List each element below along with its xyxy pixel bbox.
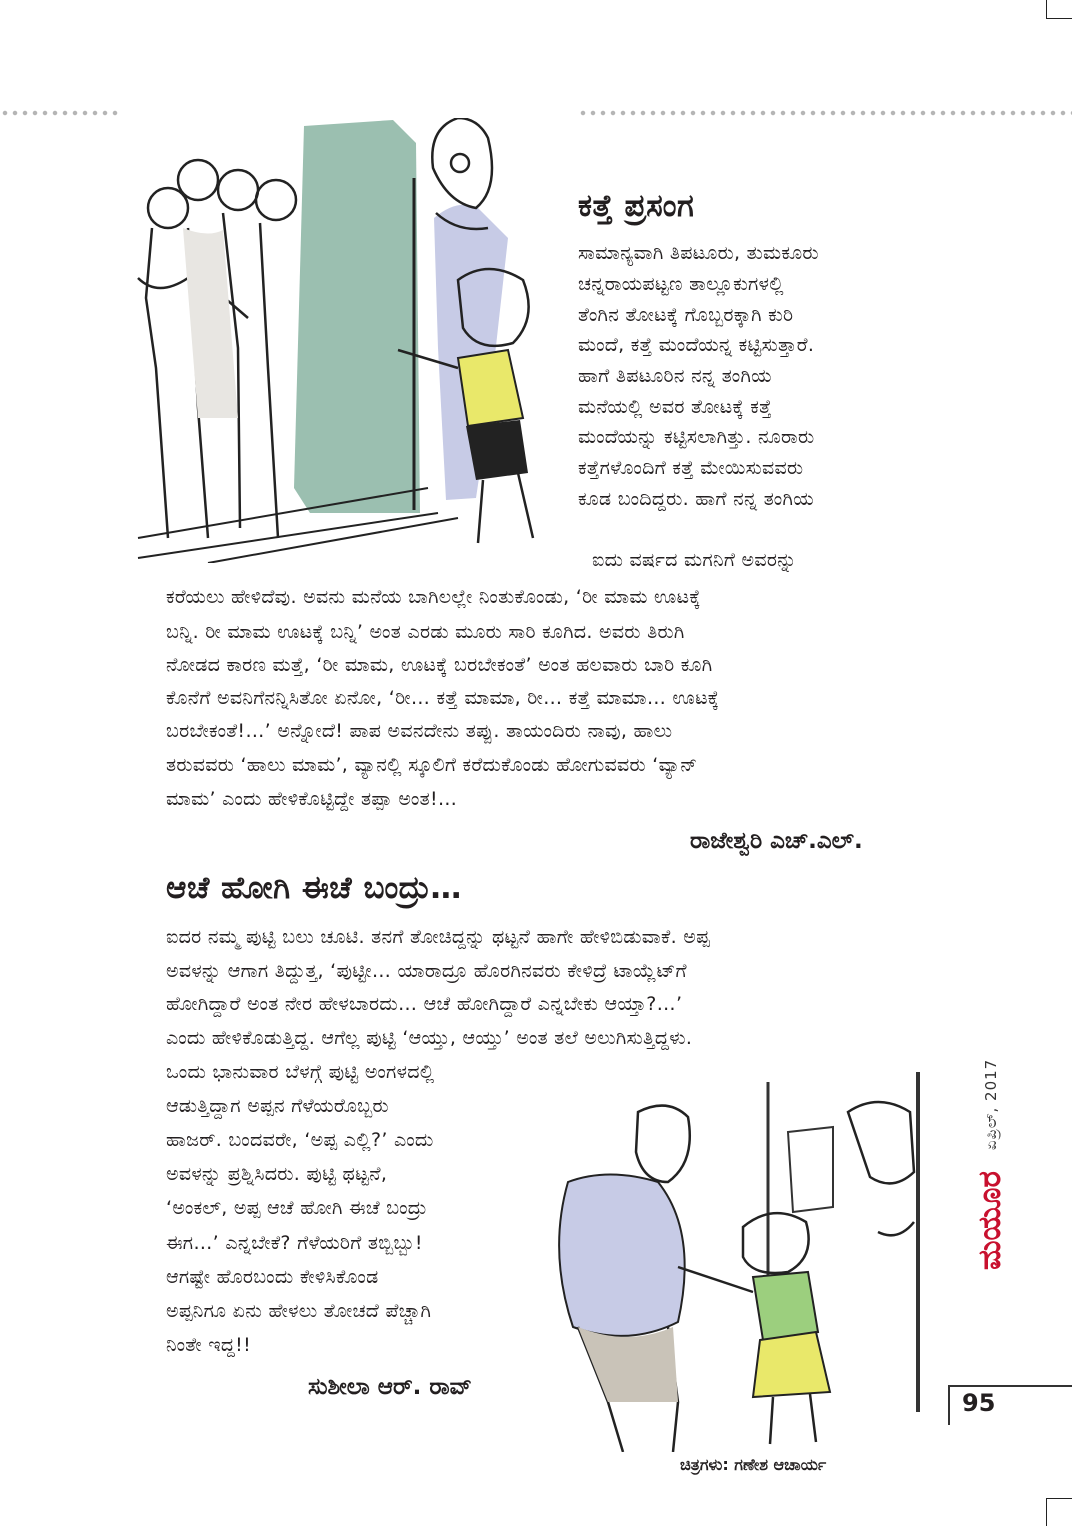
story1-title: ಕತ್ತೆ ಪ್ರಸಂಗ [578,188,695,224]
story2-line: ಆಗಷ್ಟೇ ಹೊರಬಂದು ಕೇಳಿಸಿಕೊಂಡ [166,1266,379,1288]
story1-line: ಚನ್ನರಾಯಪಟ್ಟಣ ತಾಲ್ಲೂಕುಗಳಲ್ಲಿ [578,273,784,295]
issue-date: ಏಪ್ರಿಲ್, 2017 [981,1058,1000,1151]
story2-line: ‘ಅಂಕಲ್, ಅಪ್ಪ ಆಚೆ ಹೋಗಿ ಈಚೆ ಬಂದ್ರು [166,1197,428,1219]
folio-divider [948,1385,950,1425]
story2-line: ಆಡುತ್ತಿದ್ದಾಗ ಅಪ್ಪನ ಗೆಳೆಯರೊಬ್ಬರು [166,1095,389,1117]
story1-line: ತೆಂಗಿನ ತೋಟಕ್ಕೆ ಗೊಬ್ಬರಕ್ಕಾಗಿ ಕುರಿ [578,304,794,326]
story1-line: ತರುವವರು ‘ಹಾಲು ಮಾಮ’, ವ್ಯಾನಲ್ಲಿ ಸ್ಕೂಲಿಗೆ ಕರೆದುಕೊಂಡು ಹೋಗುವವರು ‘ವ್ಯಾನ್ [166,754,698,776]
story1-line: ಮನೆಯಲ್ಲಿ ಅವರ ತೋಟಕ್ಕೆ ಕತ್ತೆ [578,396,772,418]
dotted-rule-left [0,110,122,116]
story1-line: ಮಾಮ’ ಎಂದು ಹೇಳಿಕೊಟ್ಟಿದ್ದೇ ತಪ್ಪಾ ಅಂತ!… [166,788,458,810]
story1-line: ಹಾಗೆ ತಿಪಟೂರಿನ ನನ್ನ ತಂಗಿಯ [578,365,772,387]
dotted-rule-right [578,110,1072,116]
story2-title: ಆಚೆ ಹೋಗಿ ಈಚೆ ಬಂದ್ರು… [166,870,462,906]
story1-line: ನೋಡದ ಕಾರಣ ಮತ್ತೆ, ‘ರೀ ಮಾಮ, ಊಟಕ್ಕೆ ಬರಬೇಕಂತೆ’ ಅಂತ ಹಲವಾರು ಬಾರಿ ಕೂಗಿ [166,654,713,676]
crop-mark-bottom-right [1046,1498,1072,1526]
folio-rule [948,1385,1072,1387]
story2-line: ಅಪ್ಪನಿಗೂ ಏನು ಹೇಳಲು ತೋಚದೆ ಪೆಚ್ಚಾಗಿ [166,1300,432,1322]
story1-line: ಬನ್ನಿ. ರೀ ಮಾಮ ಊಟಕ್ಕೆ ಬನ್ನಿ’ ಅಂತ ಎರಡು ಮೂರು ಸಾರಿ ಕೂಗಿದ. ಅವರು ತಿರುಗಿ [166,621,685,643]
story1-line: ಕೊನೆಗೆ ಅವನಿಗೆನನ್ನಿಸಿತೋ ಏನೋ, ‘ರೀ… ಕತ್ತೆ ಮಾಮಾ, ರೀ… ಕತ್ತೆ ಮಾಮಾ… ಊಟಕ್ಕೆ [166,687,720,709]
story2-line: ಅವಳನ್ನು ಪ್ರಶ್ನಿಸಿದರು. ಪುಟ್ಟಿ ಥಟ್ಟನೆ, [166,1163,388,1185]
story1-line: ಕೂಡ ಬಂದಿದ್ದರು. ಹಾಗೆ ನನ್ನ ತಂಗಿಯ [578,488,814,510]
story1-line: ಕತ್ತೆಗಳೊಂದಿಗೆ ಕತ್ತೆ ಮೇಯಿಸುವವರು [578,457,804,479]
illustration-donkey-story [128,118,558,563]
story1-line: ಮಂದೆಯನ್ನು ಕಟ್ಟಿಸಲಾಗಿತ್ತು. ನೂರಾರು [578,426,815,448]
story2-line: ಒಂದು ಭಾನುವಾರ ಬೆಳಗ್ಗೆ ಪುಟ್ಟಿ ಅಂಗಳದಲ್ಲಿ [166,1061,435,1083]
page-number: 95 [962,1389,996,1417]
story2-line: ಈಗ…’ ಎನ್ನಬೇಕೆ? ಗೆಳೆಯರಿಗೆ ತಬ್ಬಿಬ್ಬು! [166,1232,423,1254]
story2-line: ಹೋಗಿದ್ದಾರೆ ಅಂತ ನೇರ ಹೇಳಬಾರದು… ಆಚೆ ಹೋಗಿದ್ದಾರೆ ಎನ್ನಬೇಕು ಆಯ್ತಾ?…’ [166,993,683,1015]
story1-author: ರಾಜೇಶ್ವರಿ ಎಚ್.ಎಲ್. [690,828,863,854]
story1-line: ಐದು ವರ್ಷದ ಮಗನಿಗೆ ಅವರನ್ನು [592,549,797,571]
story2-line: ಐದರ ನಮ್ಮ ಪುಟ್ಟಿ ಬಲು ಚೂಟಿ. ತನಗೆ ತೋಚಿದ್ದನ್ನು ಥಟ್ಟನೆ ಹಾಗೇ ಹೇಳಿಬಿಡುವಾಕೆ. ಅಪ್ಪ [166,926,711,948]
magazine-side-banner [972,1030,1008,1270]
story1-line: ಕರೆಯಲು ಹೇಳಿದೆವು. ಅವನು ಮನೆಯ ಬಾಗಿಲಲ್ಲೇ ನಿಂತುಕೊಂಡು, ‘ರೀ ಮಾಮ ಊಟಕ್ಕೆ [166,586,701,608]
story1-line: ಸಾಮಾನ್ಯವಾಗಿ ತಿಪಟೂರು, ತುಮಕೂರು [578,242,819,264]
story2-line: ಎಂದು ಹೇಳಿಕೊಡುತ್ತಿದ್ದ. ಆಗೆಲ್ಲ ಪುಟ್ಟಿ ‘ಆಯ್ತು, ಆಯ್ತು’ ಅಂತ ತಲೆ ಅಲುಗಿಸುತ್ತಿದ್ದಳು. [166,1027,693,1049]
story2-author: ಸುಶೀಲಾ ಆರ್. ರಾವ್ [308,1374,472,1400]
illustration-credit: ಚಿತ್ರಗಳು: ಗಣೇಶ ಆಚಾರ್ಯ [680,1455,827,1474]
story1-line: ಬರಬೇಕಂತೆ!…’ ಅನ್ನೋದೆ! ಪಾಪ ಅವನದೇನು ತಪ್ಪು. ತಾಯಂದಿರು ನಾವು, ಹಾಲು [166,720,673,742]
story2-line: ನಿಂತೇ ಇದ್ದ!! [166,1334,252,1356]
story2-line: ಅವಳನ್ನು ಆಗಾಗ ತಿದ್ದುತ್ತ, ‘ಪುಟ್ಟೀ… ಯಾರಾದ್ರೂ ಹೊರಗಿನವರು ಕೇಳಿದ್ರೆ ಟಾಯ್ಲೆಟ್‌ಗೆ [166,960,687,982]
illustration-putti-story [548,1072,940,1452]
magazine-name: ಮಯೂರ [972,1171,1008,1270]
crop-mark-top-right [1046,0,1072,19]
story2-line: ಹಾಜರ್. ಬಂದವರೇ, ‘ಅಪ್ಪ ಎಲ್ಲಿ?’ ಎಂದು [166,1129,434,1151]
story1-line: ಮಂದೆ, ಕತ್ತೆ ಮಂದೆಯನ್ನ ಕಟ್ಟಿಸುತ್ತಾರೆ. [578,334,815,356]
